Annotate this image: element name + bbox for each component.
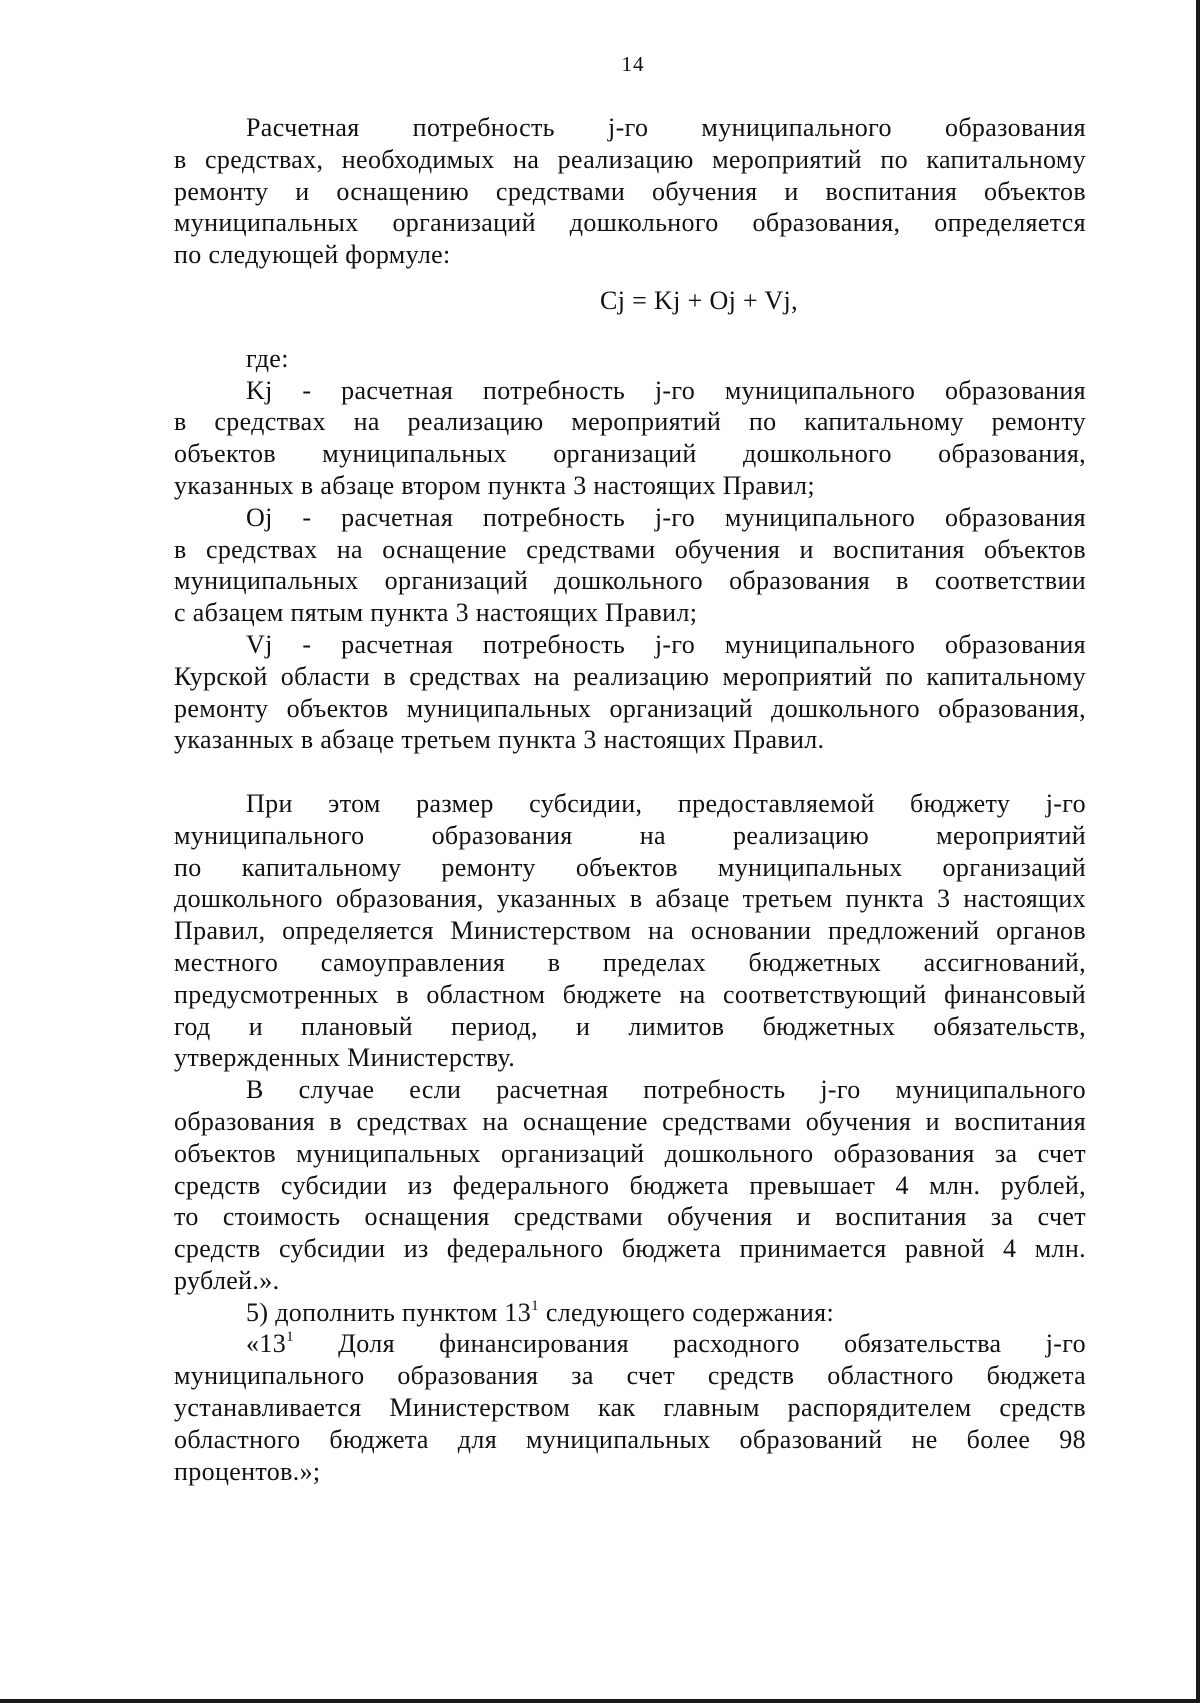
definition-o-line: Oj - расчетная потребность j-го муниципального образования xyxy=(246,502,1086,532)
point-13-1-superscript: 1 xyxy=(286,1329,294,1346)
intro-line: ремонту и оснащению средствами обучения и воспитания объектов xyxy=(174,176,1086,206)
limit-paragraph-line: В случае если расчетная потребность j-го муниципального xyxy=(246,1075,1086,1105)
definition-o-line: с абзацем пятым пункта 3 настоящих Правил; xyxy=(174,598,698,628)
point-13-1-line: областного бюджета для муниципальных образований не более 98 xyxy=(174,1424,1086,1454)
intro-line: Расчетная потребность j-го муниципального образования xyxy=(246,113,1086,142)
definition-o-line: муниципальных организаций дошкольного образования в соответствии xyxy=(174,566,1086,596)
definition-v-line: ремонту объектов муниципальных организаций дошкольного образования, xyxy=(174,693,1086,723)
definition-k-line: объектов муниципальных организаций дошкольного образования, xyxy=(174,439,1086,469)
intro-line: по следующей формуле: xyxy=(174,240,451,270)
limit-paragraph-line: объектов муниципальных организаций дошкольного образования за счет xyxy=(174,1138,1086,1168)
subsidy-paragraph-line: муниципального образования на реализацию мероприятий xyxy=(174,820,1086,850)
document-body xyxy=(174,112,1086,1487)
definition-k-line: указанных в абзаце втором пункта 3 настоящих Правил; xyxy=(174,470,815,500)
definition-o-line: в средствах на оснащение средствами обучения и воспитания объектов xyxy=(174,534,1086,564)
limit-paragraph-line: образования в средствах на оснащение средствами обучения и воспитания xyxy=(174,1106,1086,1136)
point-13-1-line: процентов.»; xyxy=(174,1456,321,1486)
subsidy-paragraph-line: При этом размер субсидии, предоставляемой бюджету j-го xyxy=(246,788,1086,818)
subsidy-paragraph-line: по капитальному ремонту объектов муниципальных организаций xyxy=(174,852,1086,882)
point-13-1-line: муниципального образования за счет средств областного бюджета xyxy=(174,1361,1086,1391)
definition-k-line: Kj - расчетная потребность j-го муниципального образования xyxy=(246,375,1086,405)
intro-line: муниципальных организаций дошкольного образования, определяется xyxy=(174,208,1086,238)
intro-line: в средствах, необходимых на реализацию мероприятий по капитальному xyxy=(174,144,1086,174)
where-label: где: xyxy=(246,343,289,373)
subsidy-paragraph-line: утвержденных Министерству. xyxy=(174,1043,516,1073)
item-5-text-end: следующего содержания: xyxy=(538,1297,835,1327)
limit-paragraph-line: средств субсидии из федерального бюджета превышает 4 млн. рублей, xyxy=(174,1170,1086,1200)
definition-v-line: Vj - расчетная потребность j-го муниципального образования xyxy=(246,629,1086,659)
subsidy-paragraph-line: Правил, определяется Министерством на основании предложений органов xyxy=(174,916,1086,946)
limit-paragraph-line: рублей.». xyxy=(174,1265,280,1295)
definition-v-line: указанных в абзаце третьем пункта 3 настоящих Правил. xyxy=(174,725,825,755)
subsidy-paragraph-line: дошкольного образования, указанных в абзаце третьем пункта 3 настоящих xyxy=(174,884,1086,914)
subsidy-paragraph-line: местного самоуправления в пределах бюджетных ассигнований, xyxy=(174,947,1086,977)
limit-paragraph-line: средств субсидии из федерального бюджета принимается равной 4 млн. xyxy=(174,1234,1086,1264)
limit-paragraph-line: то стоимость оснащения средствами обучения и воспитания за счет xyxy=(174,1202,1086,1232)
point-13-1-open: «13 xyxy=(246,1329,287,1359)
definition-v-line: Курской области в средствах на реализацию мероприятий по капитальному xyxy=(174,661,1086,691)
scan-border-right xyxy=(1196,0,1200,1703)
subsidy-paragraph-line: предусмотренных в областном бюджете на соответствующий финансовый xyxy=(174,979,1086,1009)
item-5-superscript: 1 xyxy=(531,1297,539,1314)
subsidy-paragraph-line: год и плановый период, и лимитов бюджетных обязательств, xyxy=(174,1011,1086,1041)
formula: Cj = Kj + Oj + Vj, xyxy=(600,285,798,315)
point-13-1-first-line xyxy=(174,1328,1086,1360)
item-5-text: 5) дополнить пунктом 13 xyxy=(246,1297,532,1327)
point-13-1-line: устанавливается Министерством как главным распорядителем средств xyxy=(174,1393,1086,1423)
scan-border-bottom xyxy=(0,1699,1200,1703)
page-number: 14 xyxy=(621,52,645,76)
definition-k-line: в средствах на реализацию мероприятий по капитальному ремонту xyxy=(174,407,1086,437)
item-5-line xyxy=(174,1297,1086,1329)
point-13-1-first-line-text: Доля финансирования расходного обязательства j-го xyxy=(293,1329,1086,1359)
